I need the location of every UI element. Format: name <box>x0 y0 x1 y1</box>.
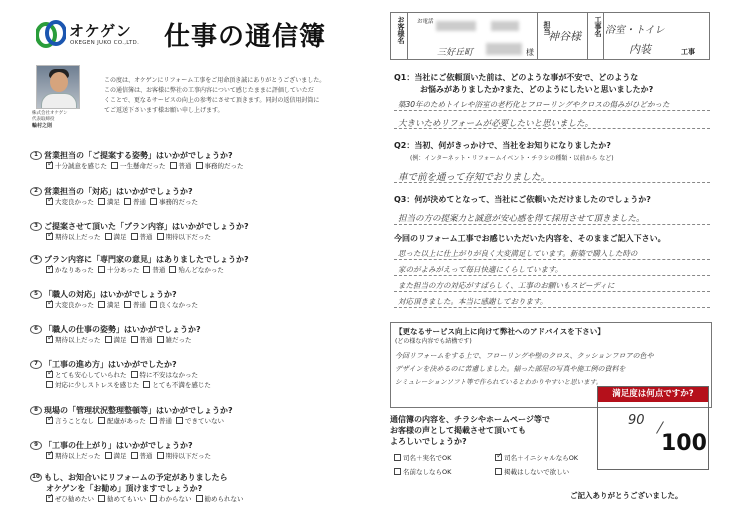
question-text <box>30 186 350 197</box>
publish-q-line: お客様の声として掲載させて頂いても <box>390 426 526 435</box>
checkbox[interactable] <box>169 266 176 273</box>
checkbox[interactable] <box>46 301 53 308</box>
checkbox[interactable] <box>143 266 150 273</box>
answer-option[interactable] <box>157 335 192 345</box>
checkbox[interactable] <box>170 162 177 169</box>
intro-line: この通信簿は、お客様に弊社の工事内容について感じたままに評価していただ <box>104 87 314 94</box>
checkbox[interactable] <box>131 371 138 378</box>
question-label: 営業担当の「ご提案する姿勢」はいかがでしょうか? <box>44 151 233 160</box>
question-label: 「職人の仕事の姿勢」はいかがでしょうか? <box>44 325 201 334</box>
tanto-name: 神谷様 <box>548 30 581 43</box>
option-row <box>46 265 350 275</box>
answer-option[interactable] <box>150 197 198 207</box>
answer-option[interactable] <box>105 335 127 345</box>
option-label: 良くなかった <box>159 301 198 309</box>
question-8 <box>30 405 350 426</box>
option-label: とても不満を感じた <box>152 381 211 389</box>
answer-option[interactable] <box>46 197 94 207</box>
option-label: 司名＋イニシャルならOK <box>504 454 579 462</box>
question-text <box>30 254 350 265</box>
q2-sub: (例：インターネット・リフォームイベント・チラシの種類・以前から など) <box>410 155 614 162</box>
question-text2: オケゲンを「お勧め」頂けますでしょうか? <box>46 484 203 493</box>
advice-line: デザインを決めるのに苦慮しました。揃った部屋の写真や施工例の資料を <box>395 365 626 373</box>
option-label: 普通 <box>139 336 153 344</box>
option-label: ぜひ勧めたい <box>55 495 94 503</box>
checkbox[interactable] <box>196 162 203 169</box>
checkbox[interactable] <box>46 198 53 205</box>
customer-box <box>390 12 710 60</box>
option-label: 言うことなし <box>55 417 94 425</box>
q3-answer: 担当の方の提案力と誠意が安心感を得て採用させて頂きました。 <box>398 214 645 224</box>
question-10 <box>30 472 350 504</box>
question-6 <box>30 324 350 345</box>
answer-option[interactable] <box>105 232 127 242</box>
intro-text <box>104 76 344 116</box>
option-row <box>46 451 350 461</box>
checkbox[interactable] <box>131 233 138 240</box>
advice-line: シミュレーションソフト等で作られているとわかりやすいと思います。 <box>395 378 603 386</box>
score-value: 90 <box>628 413 645 428</box>
answer-option[interactable] <box>46 265 94 275</box>
question-label: 営業担当の「対応」はいかがでしょうか? <box>44 187 193 196</box>
answer-option[interactable] <box>98 300 120 310</box>
checkbox[interactable] <box>105 336 112 343</box>
option-row <box>46 232 350 242</box>
advice-title: 【更なるサービス向上に向けて弊社へのアドバイスを下さい】 <box>395 327 605 336</box>
question-2 <box>30 186 350 207</box>
question-number: 10 <box>30 473 42 482</box>
answer-option[interactable] <box>131 335 153 345</box>
question-text <box>30 405 350 416</box>
answer-option[interactable] <box>157 232 212 242</box>
question-text <box>30 472 350 483</box>
checkbox[interactable] <box>495 468 502 475</box>
question-9 <box>30 440 350 461</box>
option-label: 満足 <box>113 336 127 344</box>
option-label: かなりあった <box>55 266 94 274</box>
question-label: もし、お知合いにリフォームの予定がありましたら <box>44 473 228 482</box>
customer-sama: 様 <box>526 48 534 57</box>
answer-option[interactable] <box>150 416 172 426</box>
question-text <box>30 221 350 232</box>
redacted-phone <box>436 21 476 31</box>
option-row <box>46 494 350 504</box>
option-label: 十分あった <box>106 266 140 274</box>
question-number: 2 <box>30 187 42 196</box>
checkbox[interactable] <box>98 301 105 308</box>
answer-option[interactable] <box>98 416 146 426</box>
question-number: 4 <box>30 255 42 264</box>
answer-option[interactable] <box>46 380 139 390</box>
checkbox[interactable] <box>124 198 131 205</box>
score-max: 100 <box>661 431 707 456</box>
checkbox[interactable] <box>46 371 53 378</box>
checkbox[interactable] <box>46 381 53 388</box>
job-label: 工事名 <box>594 16 602 37</box>
question-text <box>30 440 350 451</box>
checkbox[interactable] <box>98 417 105 424</box>
answer-option[interactable] <box>46 494 94 504</box>
signer-name: 輪村之則 <box>32 123 53 129</box>
answer-option[interactable] <box>131 370 199 380</box>
option-row <box>46 380 350 390</box>
question-number: 3 <box>30 222 42 231</box>
job-name-2: 内装 <box>629 43 651 56</box>
customer-label: お客様名 <box>397 16 405 44</box>
question-text <box>30 150 350 161</box>
q1-answer-2: 大きいためリフォームが必要したいと思いました。 <box>398 119 594 129</box>
checkbox[interactable] <box>46 417 53 424</box>
answer-option[interactable] <box>46 416 94 426</box>
publish-question <box>390 414 550 447</box>
question-label: 現場の「管理状況整理整頓等」はいかがでしょうか? <box>44 406 233 415</box>
intro-line: てご返送下さいます様お願い申し上げます。 <box>104 107 224 114</box>
option-row <box>46 300 350 310</box>
option-label: 司名＋実名でOK <box>403 454 452 462</box>
option-label: 大変良かった <box>55 198 94 206</box>
answer-option[interactable] <box>196 161 244 171</box>
option-label: 期待以上だった <box>55 336 101 344</box>
checkbox[interactable] <box>150 198 157 205</box>
checkbox[interactable] <box>131 452 138 459</box>
checkbox[interactable] <box>46 266 53 273</box>
redacted-name <box>486 43 522 55</box>
option-label: 満足 <box>107 198 120 206</box>
answer-option[interactable] <box>46 300 94 310</box>
option-row <box>46 161 350 171</box>
question-number: 7 <box>30 360 42 369</box>
answer-option[interactable] <box>46 335 101 345</box>
option-label: 事務的だった <box>159 198 198 206</box>
question-label: 「工事の進め方」はいかがでしたか? <box>44 360 177 369</box>
checkbox[interactable] <box>131 336 138 343</box>
checkbox[interactable] <box>176 417 183 424</box>
answer-option[interactable] <box>124 300 146 310</box>
option-label: 殆んどなかった <box>178 266 224 274</box>
checkbox[interactable] <box>196 495 203 502</box>
logo-name: オケゲン <box>69 22 132 40</box>
answer-option[interactable] <box>105 451 127 461</box>
option-label: 期待以下だった <box>165 233 211 241</box>
checkbox[interactable] <box>98 266 105 273</box>
checkbox[interactable] <box>98 198 105 205</box>
answer-option[interactable] <box>196 494 244 504</box>
company-logo <box>36 18 156 58</box>
impression-line: また担当の方の対応がすばらしく、工事のお願いもスピーディに <box>398 281 615 290</box>
customer-address: 三好丘町 <box>437 48 474 58</box>
question-number: 1 <box>30 151 42 160</box>
answer-option[interactable] <box>131 232 153 242</box>
question-7 <box>30 359 350 390</box>
option-label: 満足 <box>107 301 120 309</box>
question-text <box>30 324 350 335</box>
option-label: 満足 <box>113 233 127 241</box>
answer-option[interactable] <box>98 494 146 504</box>
option-label: 特に不安はなかった <box>139 371 198 379</box>
question-label: プラン内容に「専門家の意見」はありましたでしょうか? <box>44 255 249 264</box>
president-photo <box>36 65 80 109</box>
q1-answer-1: 築30年のためトイレや浴室の老朽化とフローリングやクロスの傷みがひどかった <box>398 100 670 109</box>
option-label: 普通 <box>152 266 166 274</box>
checkbox[interactable] <box>105 233 112 240</box>
option-label: 事務的だった <box>204 162 244 170</box>
answer-option[interactable] <box>46 161 107 171</box>
job-name-1: 浴室・トイレ <box>605 25 665 36</box>
answer-option[interactable] <box>170 161 192 171</box>
option-label: 配慮があった <box>107 417 146 425</box>
question-label: ご提案させて頂いた「プラン内容」はいかがでしょうか? <box>44 222 249 231</box>
logo-mark-icon <box>36 20 66 48</box>
option-label: 満足 <box>113 452 127 460</box>
option-label: 勧めてもいい <box>107 495 146 503</box>
thanks-text: ご記入ありがとうございました。 <box>570 491 683 500</box>
impression-line: 対応頂きました。本当に感謝しております。 <box>398 297 548 306</box>
option-label: 普通 <box>158 417 172 425</box>
score-box <box>597 386 709 470</box>
publish-options-row <box>394 467 594 476</box>
answer-option[interactable] <box>46 232 101 242</box>
question-number: 6 <box>30 325 42 334</box>
publish-option[interactable] <box>495 467 569 476</box>
option-label: 期待以上だった <box>55 452 101 460</box>
answer-option[interactable] <box>46 451 101 461</box>
impression-line: 家のがよみがえって毎日快適にくらしています。 <box>398 265 563 274</box>
checkbox[interactable] <box>98 495 105 502</box>
signer-role: 株式会社オケゲン 代表取締役 <box>32 111 68 122</box>
option-label: できていない <box>184 417 224 425</box>
answer-option[interactable] <box>98 265 139 275</box>
checkbox[interactable] <box>394 468 401 475</box>
q1-text: Q1：当社にご依頼頂いた前は、どのような事が不安で、どのような <box>394 73 639 82</box>
checkbox[interactable] <box>495 454 502 461</box>
option-label: 普通 <box>133 301 146 309</box>
logo-sub: OKEGEN JUKO CO.,LTD. <box>70 40 140 46</box>
checkbox[interactable] <box>157 336 164 343</box>
checkbox[interactable] <box>46 452 53 459</box>
option-label: 雑だった <box>165 336 192 344</box>
checkbox[interactable] <box>124 301 131 308</box>
checkbox[interactable] <box>46 495 53 502</box>
question-label: 「工事の仕上がり」はいかがでしょうか? <box>44 441 193 450</box>
answer-option[interactable] <box>157 451 212 461</box>
checkbox[interactable] <box>143 381 150 388</box>
option-label: 普通 <box>133 198 146 206</box>
intro-line: この度は、オケゲンにリフォーム工事をご用命頂き誠にありがとうございました。 <box>104 77 326 84</box>
impression-title: 今回のリフォーム工事でお感じいただいた内容を、そのままご記入下さい。 <box>394 234 666 243</box>
checkbox[interactable] <box>150 417 157 424</box>
checkbox[interactable] <box>111 162 118 169</box>
option-row <box>46 197 350 207</box>
tanto-label: 担当 <box>543 21 551 35</box>
publish-option[interactable] <box>495 453 578 462</box>
question-number: 8 <box>30 406 42 415</box>
answer-option[interactable] <box>46 370 127 380</box>
checkbox[interactable] <box>157 452 164 459</box>
option-label: 十分誠意を感じた <box>55 162 107 170</box>
question-number: 9 <box>30 441 42 450</box>
kouji-label: 工事 <box>681 48 695 56</box>
checkbox[interactable] <box>105 452 112 459</box>
answer-option[interactable] <box>169 265 224 275</box>
option-label: わからない <box>159 495 192 503</box>
publish-option[interactable] <box>394 453 489 462</box>
tel-label: お電話 <box>417 19 434 25</box>
option-label: 期待以下だった <box>165 452 211 460</box>
advice-sub: (どの様な内容でも結構です) <box>395 338 472 345</box>
option-row <box>46 416 350 426</box>
question-3 <box>30 221 350 242</box>
option-label: 対応に少しストレスを感じた <box>55 381 140 389</box>
question-text <box>30 359 350 370</box>
option-label: 掲載はしないで欲しい <box>504 468 570 476</box>
option-label: 期待以上だった <box>55 233 101 241</box>
option-label: 名前なしならOK <box>403 468 452 476</box>
advice-line: 今回リフォームをする上で、フローリングや壁のクロス、クッションフロアの色や <box>395 352 654 360</box>
question-4 <box>30 254 350 275</box>
option-label: 普通 <box>178 162 192 170</box>
publish-option[interactable] <box>394 467 489 476</box>
answer-option[interactable] <box>131 451 153 461</box>
redacted-phone <box>491 21 519 31</box>
question-5 <box>30 289 350 310</box>
checkbox[interactable] <box>46 233 53 240</box>
right-page <box>380 6 720 511</box>
score-header: 満足度は何点ですか? <box>598 387 708 402</box>
option-label: 普通 <box>139 233 153 241</box>
answer-option[interactable] <box>176 416 224 426</box>
intro-line: くことで、更なるサービスの向上の参考にさせて頂きます。同封の返信用封筒に <box>104 97 320 104</box>
checkbox[interactable] <box>46 162 53 169</box>
option-label: 大変良かった <box>55 301 94 309</box>
question-label: 「職人の対応」はいかがでしょうか? <box>44 290 177 299</box>
publish-q-line: よろしいでしょうか? <box>390 437 467 446</box>
option-row <box>46 370 350 380</box>
question-1 <box>30 150 350 171</box>
checkbox[interactable] <box>157 233 164 240</box>
checkbox[interactable] <box>150 301 157 308</box>
left-page <box>14 10 354 510</box>
checkbox[interactable] <box>394 454 401 461</box>
publish-q-line: 通信簿の内容を、チラシやホームページ等で <box>390 415 550 424</box>
q2-answer: 車で前を通って存知でおりました。 <box>398 172 551 183</box>
q2-text: Q2：当初、何がきっかけで、当社をお知りになりましたか? <box>394 141 611 150</box>
answer-option[interactable] <box>98 197 120 207</box>
option-label: 一生懸命だった <box>120 162 166 170</box>
answer-option[interactable] <box>150 494 192 504</box>
option-label: とても安心していられた <box>55 371 127 379</box>
question-text <box>30 289 350 300</box>
option-label: 普通 <box>139 452 153 460</box>
signer <box>32 111 92 129</box>
option-row <box>46 335 350 345</box>
impression-line: 思った以上に仕上がりが良く大変満足しています。新築で購入した時の <box>398 249 638 258</box>
answer-option[interactable] <box>143 380 211 390</box>
answer-option[interactable] <box>143 265 165 275</box>
q3-text: Q3：何が決めてとなって、当社にご依頼いただけましたのでしょうか? <box>394 195 651 204</box>
checkbox[interactable] <box>46 336 53 343</box>
answer-option[interactable] <box>150 300 198 310</box>
publish-options-row <box>394 453 594 462</box>
question-number: 5 <box>30 290 42 299</box>
page-title: 仕事の通信簿 <box>164 22 327 52</box>
option-label: 勧められない <box>204 495 244 503</box>
answer-option[interactable] <box>124 197 146 207</box>
checkbox[interactable] <box>150 495 157 502</box>
q1-text2: お悩みがありましたか?また、どのようにしたいと思いましたか? <box>420 85 654 94</box>
answer-option[interactable] <box>111 161 166 171</box>
